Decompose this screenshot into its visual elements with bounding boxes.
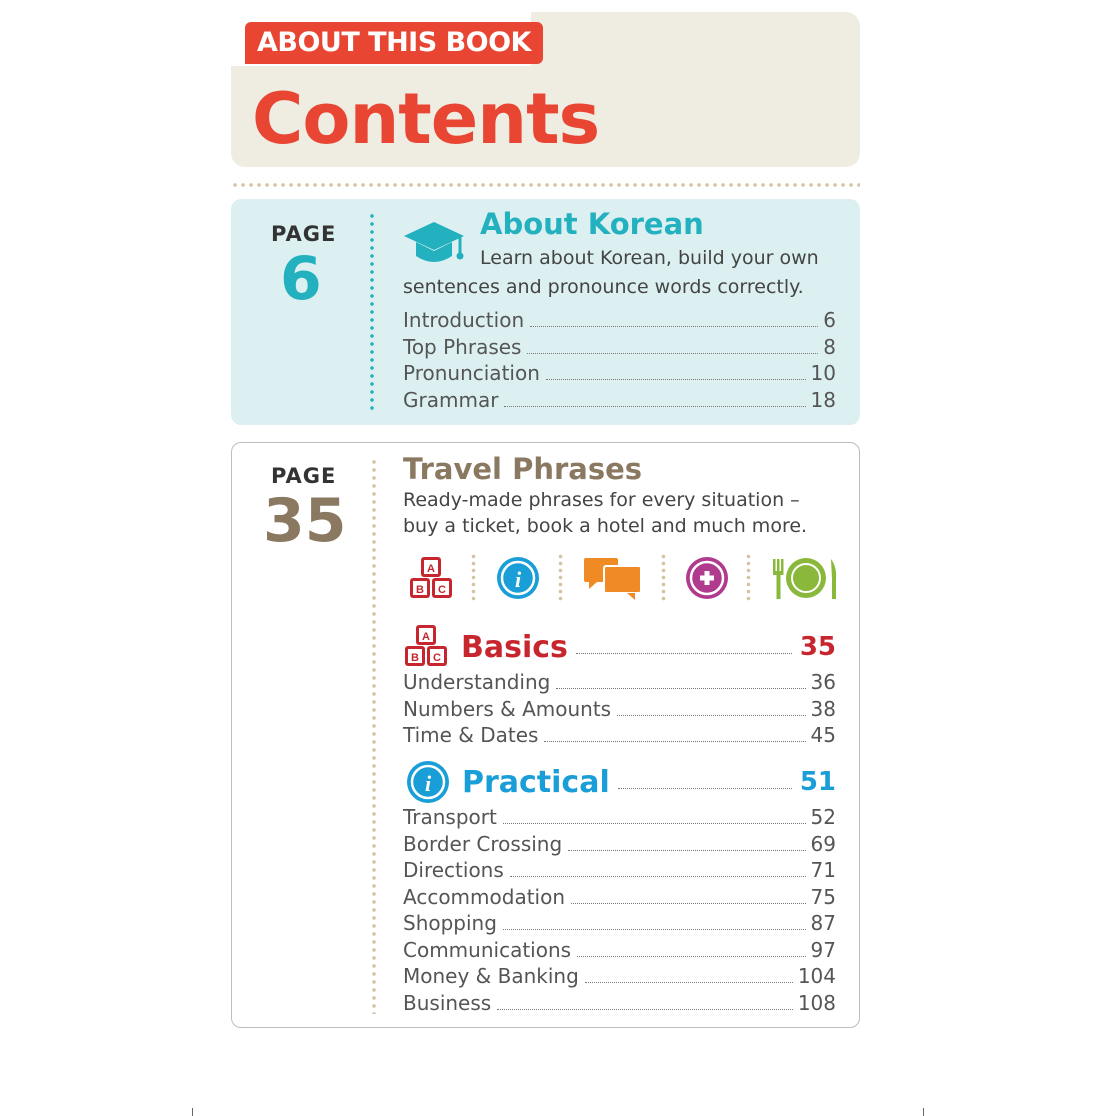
toc-page: 38 (810, 696, 836, 721)
info-icon[interactable] (496, 556, 540, 600)
leader-dots (510, 876, 806, 877)
leader-dots (503, 929, 806, 930)
toc-row[interactable] (403, 670, 836, 697)
toc-label: Directions (403, 858, 504, 882)
leader-dots (571, 903, 806, 904)
icon-separator (746, 553, 751, 601)
toc-page: 87 (810, 911, 836, 935)
basics-toc (403, 670, 836, 750)
dotted-divider (231, 182, 860, 188)
info-letter: i (424, 771, 432, 796)
toc-page: 8 (823, 334, 836, 359)
abc-blocks-icon[interactable] (408, 556, 454, 602)
icon-separator (471, 553, 476, 601)
abc-letter: C (433, 652, 441, 664)
category-page: 51 (799, 767, 836, 797)
about-this-book-tag: ABOUT THIS BOOK (245, 22, 543, 64)
page-label: PAGE (271, 222, 337, 246)
section-description-line1: Learn about Korean, build your own (480, 247, 819, 269)
toc-row[interactable] (403, 964, 836, 991)
leader-dots (577, 956, 805, 957)
abc-letter: A (427, 563, 435, 575)
toc-page: 10 (810, 361, 836, 385)
toc-page: 18 (810, 387, 836, 412)
toc-row[interactable] (403, 335, 836, 362)
section-title: About Korean (480, 207, 704, 241)
toc-page: 104 (797, 964, 836, 988)
toc-label: Money & Banking (403, 964, 579, 988)
speech-bubbles-icon[interactable] (583, 557, 643, 601)
toc-page: 69 (810, 831, 836, 856)
category-page: 35 (799, 632, 836, 662)
basics-heading[interactable] (403, 624, 836, 670)
leader-dots (618, 788, 792, 789)
toc-page: 97 (810, 937, 836, 962)
toc-label: Numbers & Amounts (403, 696, 612, 721)
abc-blocks-icon (403, 624, 449, 670)
toc-label: Communications (403, 937, 572, 962)
leader-dots (530, 326, 818, 327)
toc-label: Border Crossing (403, 831, 563, 856)
toc-label: Transport (403, 805, 497, 829)
leader-dots (527, 353, 818, 354)
toc-row[interactable] (403, 361, 836, 388)
toc-row[interactable] (403, 911, 836, 938)
toc-page: 75 (810, 884, 836, 909)
toc-page: 36 (810, 670, 836, 694)
toc-page: 108 (797, 990, 836, 1015)
toc-label: Accommodation (403, 884, 566, 909)
leader-dots (568, 850, 805, 851)
plus-icon[interactable] (685, 556, 729, 600)
category-icon-strip (403, 553, 843, 601)
toc-page: 45 (810, 723, 836, 747)
page-number: 35 (263, 486, 347, 556)
category-title: Practical (462, 764, 610, 800)
toc-label: Shopping (403, 911, 497, 935)
graduation-cap-icon (402, 220, 466, 268)
toc-label: Business (403, 990, 492, 1015)
toc-row[interactable] (403, 858, 836, 885)
toc-row[interactable] (403, 885, 836, 912)
toc-label: Pronunciation (403, 361, 540, 385)
leader-dots (504, 406, 805, 407)
vertical-dotted-divider (371, 458, 377, 1014)
crop-mark (192, 1108, 193, 1116)
toc-page: 6 (823, 308, 836, 332)
toc-label: Grammar (403, 387, 499, 412)
page-number: 6 (280, 244, 322, 314)
page-title: Contents (252, 78, 600, 160)
leader-dots (546, 379, 806, 380)
toc-label: Introduction (403, 308, 525, 332)
category-title: Basics (461, 629, 568, 665)
toc-row[interactable] (403, 991, 836, 1018)
abc-letter: A (422, 631, 430, 643)
toc-row[interactable] (403, 308, 836, 335)
toc-page: 71 (810, 858, 836, 882)
abc-letter: C (438, 584, 446, 596)
icon-separator (661, 553, 666, 601)
practical-toc (403, 805, 836, 1017)
toc-page: 52 (810, 805, 836, 829)
toc-label: Understanding (403, 670, 551, 694)
toc-label: Time & Dates (403, 723, 539, 747)
section-description-line2: buy a ticket, book a hotel and much more. (403, 515, 808, 537)
toc-label: Top Phrases (403, 334, 522, 359)
about-korean-toc (403, 308, 836, 414)
practical-heading[interactable] (403, 760, 836, 804)
leader-dots (544, 741, 805, 742)
leader-dots (617, 715, 805, 716)
leader-dots (497, 1009, 793, 1010)
crop-mark (923, 1108, 924, 1116)
toc-row[interactable] (403, 723, 836, 750)
leader-dots (503, 823, 806, 824)
leader-dots (585, 982, 793, 983)
vertical-dotted-divider (369, 212, 375, 410)
abc-letter: B (416, 584, 424, 596)
section-title: Travel Phrases (403, 452, 643, 486)
leader-dots (556, 688, 805, 689)
info-icon (406, 760, 450, 804)
section-description-line2: sentences and pronounce words correctly. (403, 276, 804, 298)
section-description-line1: Ready-made phrases for every situation – (403, 489, 800, 511)
abc-letter: B (411, 652, 419, 664)
info-letter: i (514, 567, 522, 592)
toc-row[interactable] (403, 832, 836, 859)
toc-row[interactable] (403, 805, 836, 832)
plate-cutlery-icon[interactable] (770, 555, 840, 601)
toc-row[interactable] (403, 938, 836, 965)
page-label: PAGE (271, 464, 337, 488)
leader-dots (576, 653, 792, 654)
toc-row[interactable] (403, 388, 836, 415)
toc-row[interactable] (403, 697, 836, 724)
icon-separator (558, 553, 563, 601)
